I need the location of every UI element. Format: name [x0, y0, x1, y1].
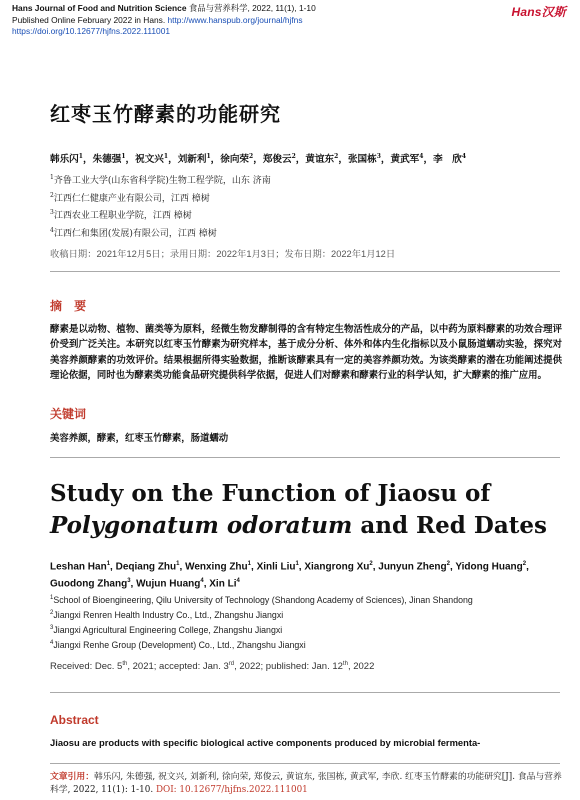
cn-affiliation-sup: 4	[50, 226, 54, 234]
cn-author-name: 郑俊云	[262, 154, 292, 165]
cn-author-name: 张国栋	[347, 154, 377, 165]
journal-name-cn: 食品与营养科学, 2022, 11(1), 1-10	[188, 3, 316, 13]
en-author-sup: 1	[106, 561, 111, 567]
affiliations-en	[50, 592, 473, 652]
en-affiliation-sup: 4	[50, 639, 54, 646]
published-date: , 2022; published: Jan. 12	[234, 661, 343, 673]
citation-text: 韩乐闪, 朱德强, 祝文兴, 刘新利, 徐向荣, 郑俊云, 黄谊东, 张国栋, 黄武军, 李欣. 红枣玉竹酵素的功能研究[J]. 食品与营养科学, 2022, 11(1): 1-10.	[50, 772, 562, 795]
dates-en	[50, 661, 374, 672]
en-author-name: Wujun Huang	[136, 578, 201, 590]
divider-citation	[50, 763, 560, 764]
abstract-en-heading: Abstract	[50, 713, 99, 727]
title-en-line2-tail: and Red Dates	[352, 512, 547, 539]
en-affiliation	[50, 592, 473, 607]
journal-website-link[interactable]: http://www.hanspub.org/journal/hjfns	[167, 14, 303, 25]
en-author-name: Yidong Huang	[455, 561, 523, 573]
en-affiliation	[50, 637, 473, 652]
cn-affiliation-sup: 3	[50, 209, 54, 216]
cn-author-sup: 2	[334, 152, 339, 160]
en-affiliation-text: Jiangxi Renren Health Industry Co., Ltd., Zhangshu Jiangxi	[53, 609, 284, 620]
en-author-name: Xinli Liu	[256, 561, 296, 573]
keywords-cn: 美容养颜，酵素，红枣玉竹酵素，肠道蠕动	[50, 433, 229, 444]
cn-author-name: 黄武军	[390, 154, 420, 165]
en-author-sup: 4	[236, 578, 240, 585]
authors-en: Leshan Han$^1$, Deqiang Zhu$^1$, Wenxing Zhu$^1$, Xinli Liu$^1$, Xiangrong Xu$^2$, Junyun Zheng$^2$, Yidong Huang$^2$, Guodong Zhang$^3$, Wujun Huang$^4$, Xin Li$^4$	[50, 561, 529, 590]
doi-link[interactable]: https://doi.org/10.12677/hjfns.2022.111001	[12, 26, 171, 36]
cn-author-name: 刘新利	[177, 154, 207, 165]
cn-author-sup: 1	[78, 152, 83, 160]
published-online: Published Online February 2022 in Hans.	[12, 14, 166, 25]
divider-top	[50, 271, 560, 272]
cn-affiliation-text: 江西农业工程职业学院，江西 樟树	[53, 211, 192, 221]
cn-author-sup: 1	[121, 152, 126, 160]
en-author-sup: 4	[200, 578, 204, 585]
cn-author-sup: 4	[419, 152, 424, 160]
en-author-name: Junyun Zheng	[378, 561, 447, 573]
en-author-sup: 1	[176, 561, 180, 567]
en-author-name: Wenxing Zhu	[185, 561, 248, 573]
received-date: Received: Dec. 5	[50, 661, 123, 673]
en-author-sup: 1	[295, 561, 299, 567]
en-author-sup: 2	[446, 561, 450, 567]
en-affiliation-text: Jiangxi Agricultural Engineering College, Zhangshu Jiangxi	[53, 624, 283, 635]
cn-affiliation	[50, 206, 271, 224]
cn-author-sup: 4	[461, 152, 467, 160]
title-en-line1: Study on the Function of Jiaosu of	[50, 480, 491, 507]
cn-author-name: 黄谊东	[305, 154, 335, 165]
cn-affiliation-text: 齐鲁工业大学(山东省科学院)生物工程学院，山东 济南	[53, 176, 271, 186]
en-affiliation-sup: 1	[50, 595, 54, 601]
cn-affiliation-text: 江西仁和集团(发展)有限公司，江西 樟树	[53, 228, 217, 239]
en-author-sup: 2	[369, 561, 373, 567]
received-sup: th	[122, 661, 128, 667]
cn-author-sup: 2	[291, 152, 296, 160]
journal-name-en: Hans Journal of Food and Nutrition Science	[12, 3, 187, 13]
en-affiliation	[50, 607, 473, 622]
published-year: , 2022	[347, 661, 375, 673]
affiliations-cn	[50, 171, 271, 241]
cn-author-name: 祝文兴	[135, 154, 164, 165]
cn-author-name: 李 欣	[433, 154, 462, 165]
hans-logo: Hans汉斯	[511, 5, 566, 19]
accepted-date: , 2021; accepted: Jan. 3	[127, 661, 229, 673]
en-affiliation-sup: 3	[50, 624, 54, 631]
en-author-sup: 3	[127, 578, 131, 585]
cn-affiliation-text: 江西仁仁健康产业有限公司，江西 樟树	[53, 193, 210, 204]
en-author-name: Xin Li	[209, 578, 237, 590]
cn-author-name: 韩乐闪	[50, 154, 79, 165]
en-author-name: Leshan Han	[50, 561, 107, 573]
dates-cn: 收稿日期：2021年12月5日；录用日期：2022年1月3日；发布日期：2022年1月12日	[50, 249, 396, 259]
en-author-sup: 1	[247, 561, 251, 567]
abstract-cn-heading: 摘 要	[50, 299, 91, 313]
en-author-name: Guodong Zhang	[50, 578, 128, 590]
cn-author-name: 朱德强	[92, 154, 122, 165]
abstract-cn: 酵素是以动物、植物、菌类等为原料，经微生物发酵制得的含有特定生物活性成分的产品，以中药为原料酵素的功效合理评价受到广泛关注。本研究以红枣玉竹酵素为研究样本，基于成分分析、体外和体内生化指标以及小鼠肠道蠕动实验，探究对美容养颜酵素的功效评价。结果根据所得实验数据，推断该酵素具有一定的美容养颜功效。为该类酵素的潜在功能阐述提供理论依据，同时也为酵素类功能食品研究提供科学依据，促进人们对酵素和酵素行业的科学认知，扩大酵素的推广应用。	[50, 324, 562, 382]
authors-cn: 韩乐闪$^1$，朱德强$^1$，祝文兴$^1$，刘新利$^1$，徐向荣$^2$，郑俊云$^2$，黄谊东$^2$，张国栋$^3$，黄武军$^4$，李 欣$^4$	[50, 152, 467, 165]
title-cn: 红枣玉竹酵素的功能研究	[50, 102, 281, 126]
en-affiliation-text: Jiangxi Renhe Group (Development) Co., Ltd., Zhangshu Jiangxi	[53, 639, 306, 650]
published-sup: th	[342, 661, 348, 667]
en-author-name: Xiangrong Xu	[304, 561, 370, 573]
cn-author-sup: 2	[249, 152, 254, 160]
cn-affiliation	[50, 171, 271, 189]
en-affiliation-text: School of Bioengineering, Qilu University of Technology (Shandong Academy of Sciences), Jinan Shandong	[53, 594, 473, 605]
en-author-name: Deqiang Zhu	[115, 561, 177, 573]
citation-label: 文章引用：	[50, 772, 94, 782]
title-en-species: Polygonatum odoratum	[50, 512, 353, 539]
divider-middle	[50, 457, 560, 458]
cn-affiliation	[50, 224, 271, 242]
cn-author-sup: 3	[376, 152, 381, 160]
en-affiliation	[50, 622, 473, 637]
cn-author-sup: 1	[163, 152, 169, 160]
en-affiliation-sup: 2	[50, 609, 54, 616]
en-author-sup: 2	[522, 561, 527, 567]
keywords-cn-heading: 关键词	[50, 407, 87, 421]
citation-doi[interactable]: DOI: 10.12677/hjfns.2022.111001	[155, 785, 308, 795]
cn-affiliation-sup: 1	[50, 174, 54, 181]
journal-header	[12, 3, 316, 38]
title-en	[50, 478, 570, 542]
abstract-en: Jiaosu are products with specific biological active components produced by microbial fermenta-	[50, 737, 481, 748]
cn-affiliation	[50, 189, 271, 207]
citation	[50, 771, 565, 797]
accepted-sup: rd	[228, 661, 235, 667]
cn-affiliation-sup: 2	[50, 191, 54, 199]
divider-lower	[50, 692, 560, 693]
cn-author-name: 徐向荣	[220, 154, 250, 165]
cn-author-sup: 1	[206, 152, 211, 160]
